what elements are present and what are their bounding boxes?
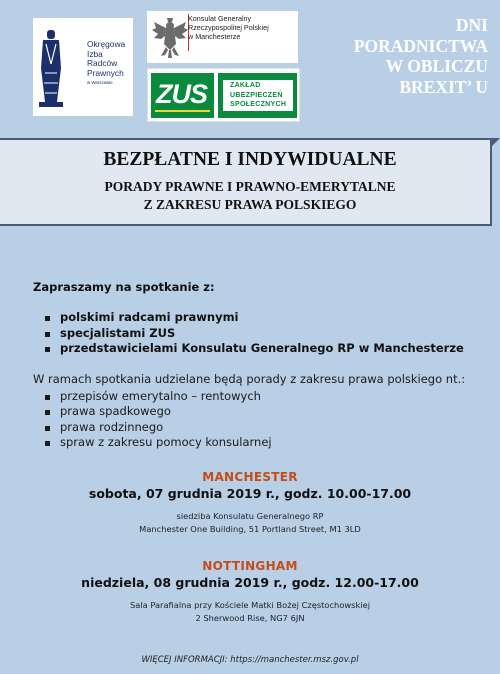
list-item: prawa rodzinnego [42,420,272,435]
city-manchester: MANCHESTER [202,470,298,484]
meeting-venue: siedziba Konsulatu Generalnego RP Manchester One Building, 51 Portland Street, M1 3LD [139,511,361,534]
zus-badge [151,73,214,118]
oirp-logo [33,18,133,116]
experts-list [42,310,464,357]
meeting-datetime: sobota, 07 grudnia 2019 r., godz. 10.00-17.00 [88,486,412,501]
konsulat-name: Konsulat Generalny Rzeczypospolitej Polskiej w Manchesterze [188,14,269,41]
list-item: prawa spadkowego [42,404,272,419]
konsulat-logo [147,11,298,63]
list-item: przepisów emerytalno – rentowych [42,389,272,404]
more-info-link[interactable]: WIĘCEJ INFORMACJI: https://manchester.msz.gov.pl [141,655,359,665]
meeting-datetime: niedziela, 08 grudnia 2019 r., godz. 12.00-17.00 [81,575,419,590]
list-item: polskimi radcami prawnymi [42,310,464,326]
zus-name: ZAKŁAD UBEZPIECZEŃ SPOŁECZNYCH [230,82,287,108]
banner-title: BEZPŁATNE I INDYWIDUALNE [103,149,397,170]
invitation-text: Zapraszamy na spotkanie z: [33,280,215,294]
meeting-venue: Sala Parafialna przy Kościele Matki Bożej Częstochowskiej 2 Sherwood Rise, NG7 6JN [129,600,371,623]
event-title: DNI PORADNICTWA W OBLICZU BREXIT’ U [353,15,488,97]
city-nottingham: NOTTINGHAM [202,559,298,573]
list-item: przedstawicielami Konsulatu Generalnego RP w Manchesterze [42,341,464,357]
list-item: spraw z zakresu pomocy konsularnej [42,435,272,450]
banner-subtitle: PORADY PRAWNE I PRAWNO-EMERYTALNE Z ZAKRESU PRAWA POLSKIEGO [104,179,396,212]
zus-logo [147,68,300,122]
polish-eagle-icon [150,14,190,60]
zus-mark: ZUS [156,79,207,109]
justice-statue-icon [37,28,65,108]
topics-list [42,389,272,450]
oirp-name: Okręgowa Izba Radców Prawnych w Warszawie [87,39,126,86]
list-item: specjalistami ZUS [42,326,464,342]
banner-fold [490,138,500,148]
zus-underline [155,110,210,112]
topics-intro: W ramach spotkania udzielane będą porady z zakresu prawa polskiego nt.: [33,372,466,386]
